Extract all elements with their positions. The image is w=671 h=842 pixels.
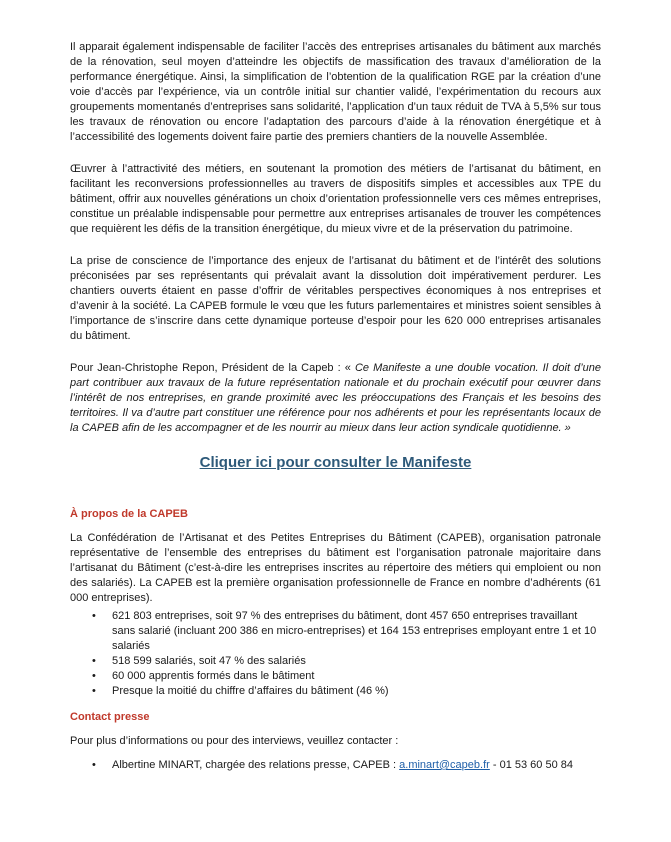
about-heading: À propos de la CAPEB — [70, 508, 188, 520]
contact-person: Albertine MINART, chargée des relations presse, CAPEB : — [112, 759, 400, 771]
bullet-icon: • — [92, 670, 96, 682]
paragraph-awareness: La prise de conscience de l’importance des enjeux de l’artisanat du bâtiment et de l’intérêt des solutions préconisées par ses représentants qui prévalait avant la dissolution doit impérativement perdurer. Les chantiers ouverts étaient en passe d’offrir de véritables perspectives économiques à nos entreprises et d’avenir à la société. La CAPEB formule le vœu que les futurs parlementaires et ministres soient sensibles à l’importance de s’inscrire dans cette dynamique porteuse d’espoir pour les 620 000 entreprises artisanales du bâtiment. — [70, 255, 601, 342]
list-item: • Presque la moitié du chiffre d’affaires du bâtiment (46 %) — [92, 685, 389, 697]
quote-intro: Pour Jean-Christophe Repon, Président de la Capeb : « — [70, 362, 355, 374]
about-bullet-list — [70, 609, 601, 699]
contact-phone: - 01 53 60 50 84 — [489, 759, 573, 771]
contact-email-link[interactable]: a.minart@capeb.fr — [399, 759, 490, 771]
paragraph-president-quote — [70, 361, 601, 436]
contact-item — [92, 758, 601, 773]
list-item: • 60 000 apprentis formés dans le bâtiment — [92, 670, 315, 682]
paragraph-attractiveness: Œuvrer à l’attractivité des métiers, en soutenant la promotion des métiers de l’artisanat du bâtiment, en facilitant les reconversions professionnelles au travers de dispositifs simples et accessibles aux TPE du bâtiment, offrir aux nouvelles générations un choix d’orientation professionnelle vers ces mêmes entreprises, constitue un préalable indispensable pour permettre aux entreprises artisanales de trouver les compétences que requièrent les défis de la transition énergétique, du mieux vivre et de la préservation du patrimoine. — [70, 163, 601, 235]
manifesto-link[interactable]: Cliquer ici pour consulter le Manifeste — [199, 454, 472, 471]
contact-list — [70, 758, 601, 773]
bullet-icon: • — [92, 685, 96, 697]
list-item: • 621 803 entreprises, soit 97 % des entreprises du bâtiment, dont 457 650 entreprises travaillant sans salarié (incluant 200 386 en micro-entreprises) et 164 153 entreprises employant entre 1 et 10 salariés — [92, 610, 597, 652]
manifesto-link-container — [70, 453, 601, 473]
bullet-icon: • — [92, 610, 96, 622]
bullet-icon: • — [92, 655, 96, 667]
contact-heading: Contact presse — [70, 711, 150, 723]
about-text: La Confédération de l’Artisanat et des Petites Entreprises du Bâtiment (CAPEB), organisation patronale représentative de l’ensemble des entreprises du bâtiment est l’organisation patronale majoritaire dans l’artisanat du Bâtiment (c’est-à-dire les entreprises inscrites au répertoire des métiers qui emploient ou non des salariés). La CAPEB est la première organisation professionnelle de France en nombre d’adhérents (61 000 entreprises). — [70, 532, 601, 604]
list-item: • 518 599 salariés, soit 47 % des salariés — [92, 655, 306, 667]
bullet-icon: • — [92, 759, 96, 771]
paragraph-rge-access: Il apparait également indispensable de faciliter l’accès des entreprises artisanales du bâtiment aux marchés de la rénovation, seul moyen d’atteindre les objectifs de massification des travaux d’amélioration de la performance énergétique. Ainsi, la simplification de l’obtention de la qualification RGE par la création d’une voie d’accès par l’expérience, via un contrôle initial sur chantier validé, l’expérimentation du recours aux groupements momentanés d’entreprises sans solidarité, l’application d’un taux réduit de TVA à 5,5% sur tous les travaux de rénovation ou encore l’adaptation des parcours d’aide à la rénovation énergétique et à l’accessibilité des logements doivent faire partie des premiers chantiers de la nouvelle Assemblée. — [70, 41, 601, 143]
quote-text: Ce Manifeste a une double vocation. Il doit d’une part contribuer aux travaux de la future représentation nationale et du prochain exécutif pour œuvrer dans l’intérêt de nos entreprises, en grande proximité avec les préoccupations des Français et les besoins des territoires. Il va d’autre part constituer une référence pour nos adhérents et pour les représentants locaux de la CAPEB afin de les accompagner et de les nourrir au mieux dans leur action syndicale quotidienne. » — [70, 362, 601, 434]
contact-intro: Pour plus d’informations ou pour des interviews, veuillez contacter : — [70, 735, 399, 747]
